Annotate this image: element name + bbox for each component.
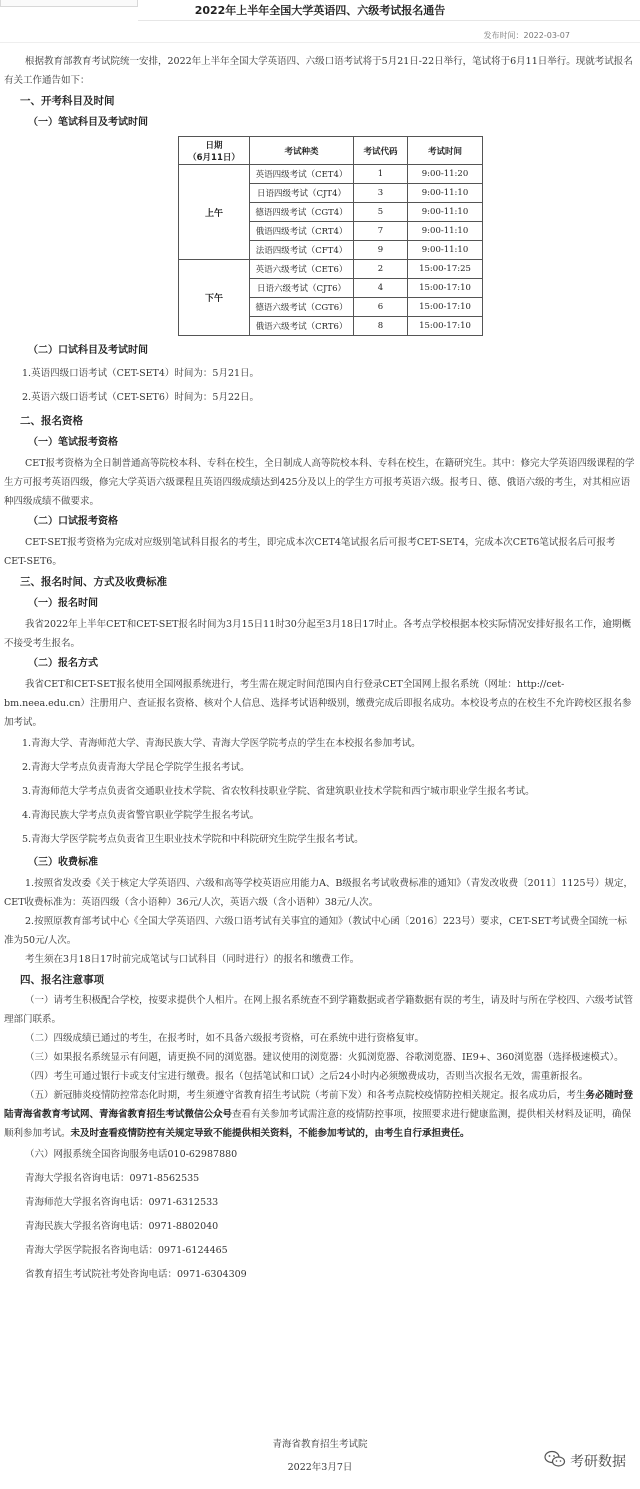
exam-type-cell: 德语六级考试（CGT6） [250,298,354,317]
exam-type-cell: 俄语六级考试（CRT6） [250,317,354,336]
exam-time-cell: 9:00-11:10 [408,203,483,222]
exam-schedule-table [178,136,483,336]
exam-code-cell: 4 [354,279,408,298]
subsection-heading: （二）报名方式 [28,658,98,669]
exam-time-cell: 15:00-17:10 [408,317,483,336]
exam-time-cell: 9:00-11:10 [408,184,483,203]
intro-paragraph: 根据教育部教育考试院统一安排，2022年上半年全国大学英语四、六级口语考试将于5月21日-22日举行，笔试将于6月11日举行。现就考试报名有关工作通告如下： [4,56,633,86]
exam-type-cell: 德语四级考试（CGT4） [250,203,354,222]
exam-code-cell: 2 [354,260,408,279]
notice-text: （五）新冠肺炎疫情防控常态化时期，考生须遵守省教育招生考试院（考前下发）和各考点院校疫情防控相关规定。报名成功后，考生 [25,1090,586,1101]
oral-exam-item: 1.英语四级口语考试（CET-SET4）时间为：5月21日。 [22,368,260,379]
exam-type-cell: 英语六级考试（CET6） [250,260,354,279]
subsection-heading: （二）口试报考资格 [28,516,118,527]
paragraph: CET-SET报考资格为完成对应级别笔试科目报名的考生，即完成本次CET4笔试报名后可报考CET-SET4，完成本次CET6笔试报名后可报考CET-SET6。 [4,537,616,567]
list-item: 1.青海大学、青海师范大学、青海民族大学、青海大学医学院考点的学生在本校报名参加考试。 [22,738,421,749]
exam-code-cell: 5 [354,203,408,222]
section-heading: 一、开考科目及时间 [20,95,115,107]
list-item: 4.青海民族大学考点负责省警官职业学院学生报名考试。 [22,810,260,821]
exam-time-cell: 15:00-17:10 [408,298,483,317]
header-date-line1: 日期 [205,140,223,151]
exam-code-cell: 9 [354,241,408,260]
page-title: 2022年上半年全国大学英语四、六级考试报名通告 [194,4,446,17]
list-item: 2.青海大学考点负责青海大学昆仑学院学生报名考试。 [22,762,250,773]
subsection-heading: （一）笔试报考资格 [28,437,118,448]
paragraph: 我省CET和CET-SET报名使用全国网报系统进行，考生需在规定时间范围内自行登录CET全国网上报名系统（网址：http://cet-bm.neea.edu.cn）注册用户、查证报名资格、核对个人信息、选择考试语种级别，缴费完成后即报名成功。本校设考点的在校生不允许跨校区报名参加考试。 [4,679,632,728]
paragraph: （三）如果报名系统显示有问题，请更换不同的浏览器。建议使用的浏览器：火狐浏览器、谷歌浏览器、IE9+、360浏览器（选择极速模式）。 [25,1052,624,1063]
article-body [0,52,640,1287]
header-date [179,137,250,165]
paragraph: 1.按照省发改委《关于核定大学英语四、六级和高等学校英语应用能力A、B级报名考试收费标准的通知》（青发改收费〔2011〕1125号）规定，CET收费标准为：英语四级（含小语种）36元/人次，英语六级（含小语种）38元/人次。 [4,878,634,908]
list-item: 3.青海师范大学考点负责省交通职业技术学院、省农牧科技职业学院、省建筑职业技术学院和西宁城市职业学生报名考试。 [22,786,535,797]
subsection-heading: （三）收费标准 [28,857,98,868]
exam-code-cell: 6 [354,298,408,317]
list-item: 5.青海大学医学院考点负责省卫生职业技术学院和中科院研究生院学生报名考试。 [22,834,364,845]
phone-line: 省教育招生考试院社考处咨询电话：0971-6304309 [25,1269,247,1280]
period-am: 上午 [179,165,250,260]
paragraph: 2.按照原教育部考试中心《全国大学英语四、六级口语考试有关事宜的通知》（教试中心函〔2016〕223号）要求，CET-SET考试费全国统一标准为50元/人次。 [4,916,627,946]
header-divider [0,42,640,43]
exam-time-cell: 9:00-11:10 [408,241,483,260]
exam-type-cell: 法语四级考试（CFT4） [250,241,354,260]
period-pm: 下午 [179,260,250,336]
notice-bold-text: 务必随时登陆青海省教育考试网、青海省教育招生考试微信公众号 [4,1090,634,1120]
exam-time-cell: 9:00-11:20 [408,165,483,184]
subsection-heading: （二）口试科目及考试时间 [28,345,148,356]
section-heading: 四、报名注意事项 [20,974,104,986]
paragraph: 考生须在3月18日17时前完成笔试与口试科目（同时进行）的报名和缴费工作。 [25,954,360,965]
phone-line: 青海民族大学报名咨询电话：0971-8802040 [25,1221,219,1232]
paragraph: （二）四级成绩已通过的考生，在报考时，如不具备六级报考资格，可在系统中进行资格复审。 [25,1033,425,1044]
subsection-heading: （一）笔试科目及考试时间 [28,117,148,128]
section-heading: 二、报名资格 [20,415,83,427]
paragraph: 我省2022年上半年CET和CET-SET报名时间为3月15日11时30分起至3月18日17时止。各考点学校根据本校实际情况安排好报名工作，逾期概不接受考生报名。 [4,619,632,649]
header-exam-time: 考试时间 [408,137,483,165]
paragraph: CET报考资格为全日制普通高等院校本科、专科在校生，全日制成人高等院校本科、专科在校生，在籍研究生。其中：修完大学英语四级课程的学生方可报考英语四级，修完大学英语六级课程且英语四级成绩达到425分及以上的学生方可报考英语六级。报考日、德、俄语六级的考生，对其相应语种四级成绩不做要求。 [4,458,635,507]
exam-code-cell: 1 [354,165,408,184]
exam-time-cell: 15:00-17:25 [408,260,483,279]
exam-type-cell: 日语六级考试（CJT6） [250,279,354,298]
watermark [544,1450,626,1472]
footer-date: 2022年3月7日 [287,1462,353,1473]
header-exam-type: 考试种类 [250,137,354,165]
exam-code-cell: 7 [354,222,408,241]
notice-text: 查看有关参加考试需注意的疫情防控事项，按照要求进行健康监测，提供相关材料及证明，确保顺利参加考试。 [4,1109,632,1139]
publish-date: 发布时间：2022-03-07 [483,31,570,40]
exam-time-cell: 9:00-11:10 [408,222,483,241]
phone-line: 青海大学报名咨询电话：0971-8562535 [25,1173,200,1184]
exam-code-cell: 8 [354,317,408,336]
phone-line: 青海师范大学报名咨询电话：0971-6312533 [25,1197,219,1208]
table-row [179,260,483,279]
wechat-icon [544,1450,566,1472]
header-exam-code: 考试代码 [354,137,408,165]
exam-type-cell: 俄语四级考试（CRT4） [250,222,354,241]
table-row [179,165,483,184]
oral-exam-item: 2.英语六级口语考试（CET-SET6）时间为：5月22日。 [22,392,260,403]
exam-code-cell: 3 [354,184,408,203]
title-divider [138,20,640,21]
exam-type-cell: 英语四级考试（CET4） [250,165,354,184]
exam-time-cell: 15:00-17:10 [408,279,483,298]
watermark-text: 考研数据 [570,1454,626,1470]
paragraph [0,1086,640,1143]
table-header-row [179,137,483,165]
subsection-heading: （一）报名时间 [28,598,98,609]
exam-type-cell: 日语四级考试（CJT4） [250,184,354,203]
paragraph: （一）请考生积极配合学校，按要求提供个人相片。在网上报名系统查不到学籍数据或者学籍数据有误的考生，请及时与所在学校四、六级考试管理部门联系。 [4,995,634,1025]
section-heading: 三、报名时间、方式及收费标准 [20,576,167,588]
phone-line: 青海大学医学院报名咨询电话：0971-6124465 [25,1245,228,1256]
footer-organization: 青海省教育招生考试院 [272,1439,368,1450]
header-date-line2: （6月11日） [188,152,240,163]
paragraph: （六）网报系统全国咨询服务电话010-62987880 [25,1149,238,1160]
notice-bold-text: 未及时查看疫情防控有关规定导致不能提供相关资料，不能参加考试的，由考生自行承担责任。 [70,1128,470,1139]
paragraph: （四）考生可通过银行卡或支付宝进行缴费。报名（包括笔试和口试）之后24小时内必须缴费成功，否则当次报名无效，需重新报名。 [25,1071,589,1082]
